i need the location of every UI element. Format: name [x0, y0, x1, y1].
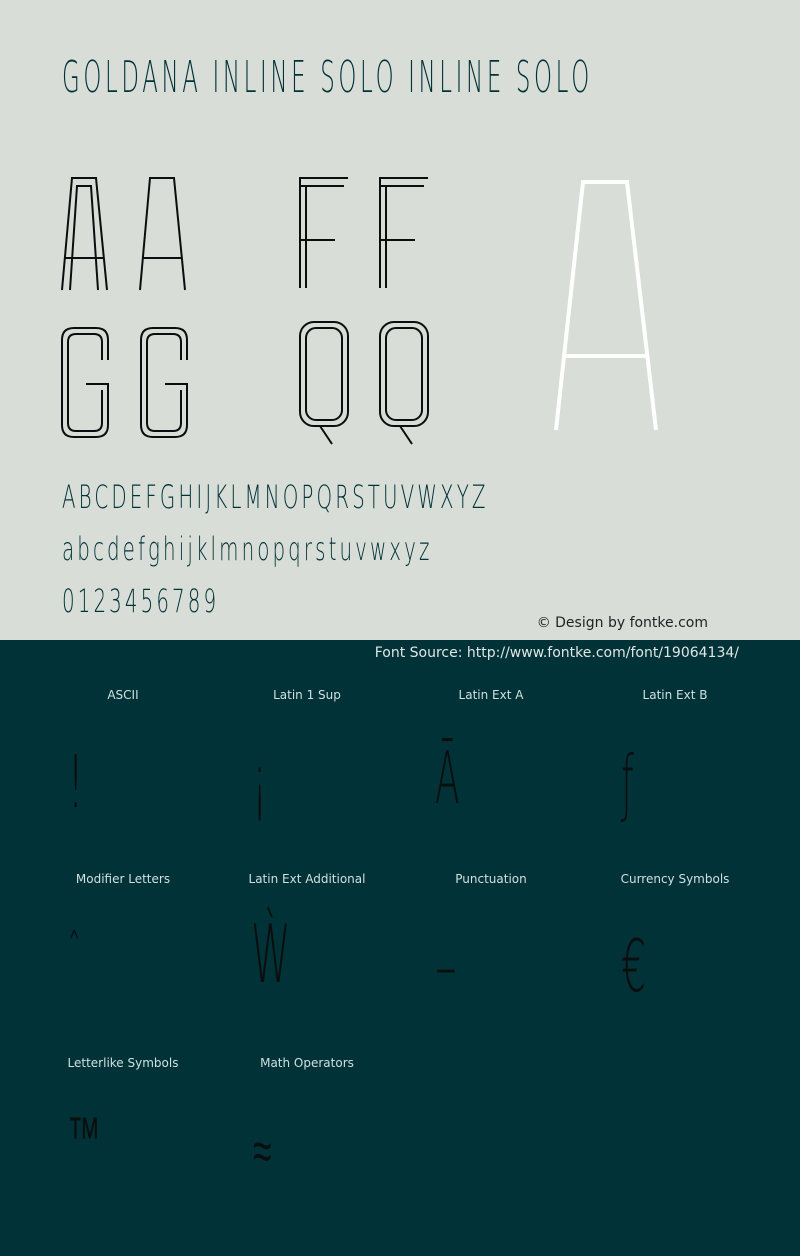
glyph-sample-q-1 [300, 322, 348, 444]
charset-glyph: ™ [67, 1105, 101, 1170]
charset-label: Latin Ext Additional [248, 872, 366, 886]
charset-cell-currency-symbols [583, 824, 767, 1008]
glyph-sample-a-2 [140, 178, 185, 290]
charset-glyph: Ā [435, 736, 460, 820]
glyph-sample-f-2 [380, 178, 428, 288]
charset-cell-punctuation [399, 824, 583, 1008]
design-credit: © Design by fontke.com [536, 615, 708, 631]
charset-label: Letterlike Symbols [67, 1056, 179, 1070]
glyph-sample-big-a [556, 182, 656, 430]
charset-label: Punctuation [455, 872, 527, 886]
charset-label: Currency Symbols [620, 872, 730, 886]
glyph-sample-g-1 [62, 328, 108, 437]
charset-cell-ascii [31, 640, 215, 824]
charset-glyph: ≈ [253, 1119, 272, 1184]
font-source-link[interactable]: Font Source: http://www.fontke.com/font/19064134/ [374, 645, 739, 661]
glyph-sample-q-2 [380, 322, 428, 444]
font-title: GOLDANA INLINE SOLO INLINE SOLO [62, 52, 593, 103]
charset-glyph: ˆ [67, 924, 82, 980]
alphabet-lowercase: abcdefghijklmnopqrstuvwxyz [62, 530, 433, 568]
charset-glyph: ! [67, 740, 85, 824]
charset-cell-latin-ext-additional [215, 824, 399, 1008]
glyph-sample-f-1 [300, 178, 348, 288]
charset-label: Math Operators [260, 1056, 354, 1070]
charset-cell-modifier-letters [31, 824, 215, 1008]
charset-glyph: Ẁ [251, 908, 291, 1001]
glyph-sample-a-1 [62, 178, 107, 290]
charset-glyph: ƒ [621, 740, 634, 824]
alphabet-uppercase: ABCDEFGHIJKLMNOPQRSTUVWXYZ [62, 478, 489, 516]
alphabet-digits: 0123456789 [62, 582, 220, 620]
charset-label: Latin 1 Sup [273, 688, 341, 702]
charset-glyph: € [621, 924, 647, 1008]
charset-label: Modifier Letters [75, 872, 171, 886]
charset-cell-letterlike-symbols [31, 1008, 215, 1192]
charset-cell-math-operators [215, 1008, 399, 1192]
charset-cell-latin-1-sup [215, 640, 399, 824]
charset-label: Latin Ext A [458, 688, 524, 702]
charset-cell-latin-ext-b [583, 640, 767, 824]
charset-cell-latin-ext-a [399, 640, 583, 824]
charset-label: Latin Ext B [642, 688, 708, 702]
glyph-sample-g-2 [141, 328, 187, 437]
charset-label: ASCII [107, 688, 139, 702]
charset-glyph: ¡ [251, 740, 269, 824]
charset-glyph: – [435, 924, 457, 1008]
